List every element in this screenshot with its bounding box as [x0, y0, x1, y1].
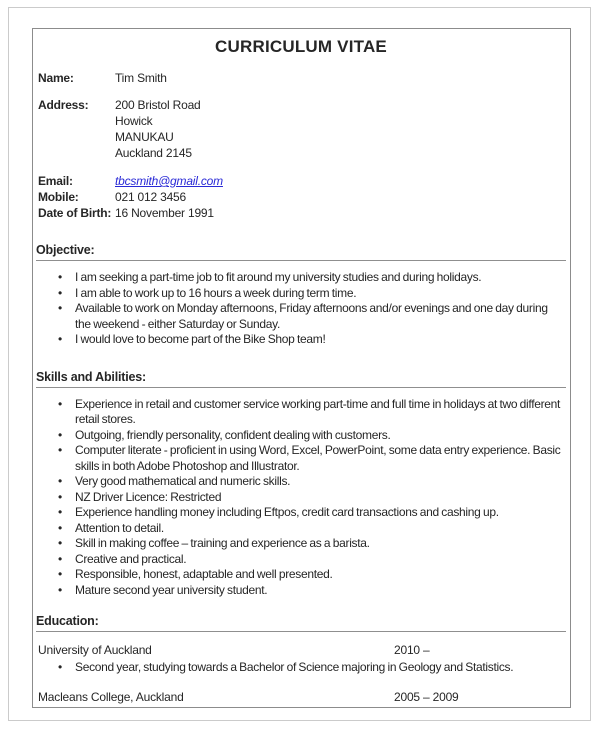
objective-item: • I am seeking a part-time job to fit around my university studies and during holidays.	[38, 270, 564, 286]
skills-item: • Experience in retail and customer service working part-time and full time in holidays at two different retail stores.	[38, 397, 564, 428]
address-line: Howick	[115, 114, 153, 128]
skills-item: • Experience handling money including Eftpos, credit card transactions and cashing up.	[38, 505, 564, 521]
mobile-field-value: 021 012 3456	[115, 190, 187, 204]
date-of-birth-field	[38, 205, 564, 221]
address-field	[38, 97, 564, 161]
objective-section-heading: Objective:	[36, 243, 566, 261]
mobile-field-label: Mobile:	[38, 190, 79, 204]
date-of-birth-field-label: Date of Birth:	[38, 206, 112, 220]
skills-item: • Very good mathematical and numeric skills.	[38, 474, 564, 490]
education-entry-row	[38, 689, 564, 705]
date-range: 2005 – 2009	[394, 689, 459, 704]
objective-list	[38, 270, 564, 348]
objective-item: • I am able to work up to 16 hours a week during term time.	[38, 286, 564, 302]
skills-item: • NZ Driver Licence: Restricted	[38, 490, 564, 506]
institution-name: University of Auckland	[38, 643, 152, 657]
skills-section-heading: Skills and Abilities:	[36, 370, 566, 388]
skills-item: • Attention to detail.	[38, 521, 564, 537]
address-line: 200 Bristol Road	[115, 98, 201, 112]
email-field	[38, 173, 564, 189]
skills-item: • Outgoing, friendly personality, confident dealing with customers.	[38, 428, 564, 444]
content-box	[32, 28, 571, 708]
education-section-heading: Education:	[36, 614, 566, 632]
skills-list	[38, 397, 564, 599]
skills-item: • Computer literate - proficient in using Word, Excel, PowerPoint, some data entry experience. Basic skills in both Adobe Photoshop and Illustrator.	[38, 443, 564, 474]
skills-item: • Responsible, honest, adaptable and well presented.	[38, 567, 564, 583]
date-of-birth-field-value: 16 November 1991	[115, 206, 214, 220]
address-field-label: Address:	[38, 98, 89, 112]
skills-item: • Skill in making coffee – training and experience as a barista.	[38, 536, 564, 552]
education-entry	[38, 689, 564, 705]
education-entry-row	[38, 642, 564, 658]
education-detail-list	[38, 660, 564, 676]
address-line: Auckland 2145	[115, 146, 192, 160]
address-field-value	[115, 97, 201, 161]
objective-item: • I would love to become part of the Bike Shop team!	[38, 332, 564, 348]
date-range: 2010 –	[394, 643, 430, 657]
name-field	[38, 70, 564, 86]
email-link[interactable]: tbcsmith@gmail.com	[115, 174, 223, 188]
name-field-label: Name:	[38, 71, 74, 85]
objective-item: • Available to work on Monday afternoons, Friday afternoons and/or evenings and one day during the weekend - either Saturday or Sunday.	[38, 301, 564, 332]
name-field-value: Tim Smith	[115, 71, 167, 85]
skills-item: • Mature second year university student.	[38, 583, 564, 599]
email-field-label: Email:	[38, 174, 73, 188]
education-detail-item: • Second year, studying towards a Bachelor of Science majoring in Geology and Statistics.	[38, 660, 564, 676]
page-title: CURRICULUM VITAE	[215, 37, 387, 56]
education-entry	[38, 642, 564, 676]
mobile-field	[38, 189, 564, 205]
institution-name: Macleans College, Auckland	[38, 689, 184, 704]
personal-details	[38, 70, 564, 221]
skills-item: • Creative and practical.	[38, 552, 564, 568]
address-line: MANUKAU	[115, 130, 174, 144]
